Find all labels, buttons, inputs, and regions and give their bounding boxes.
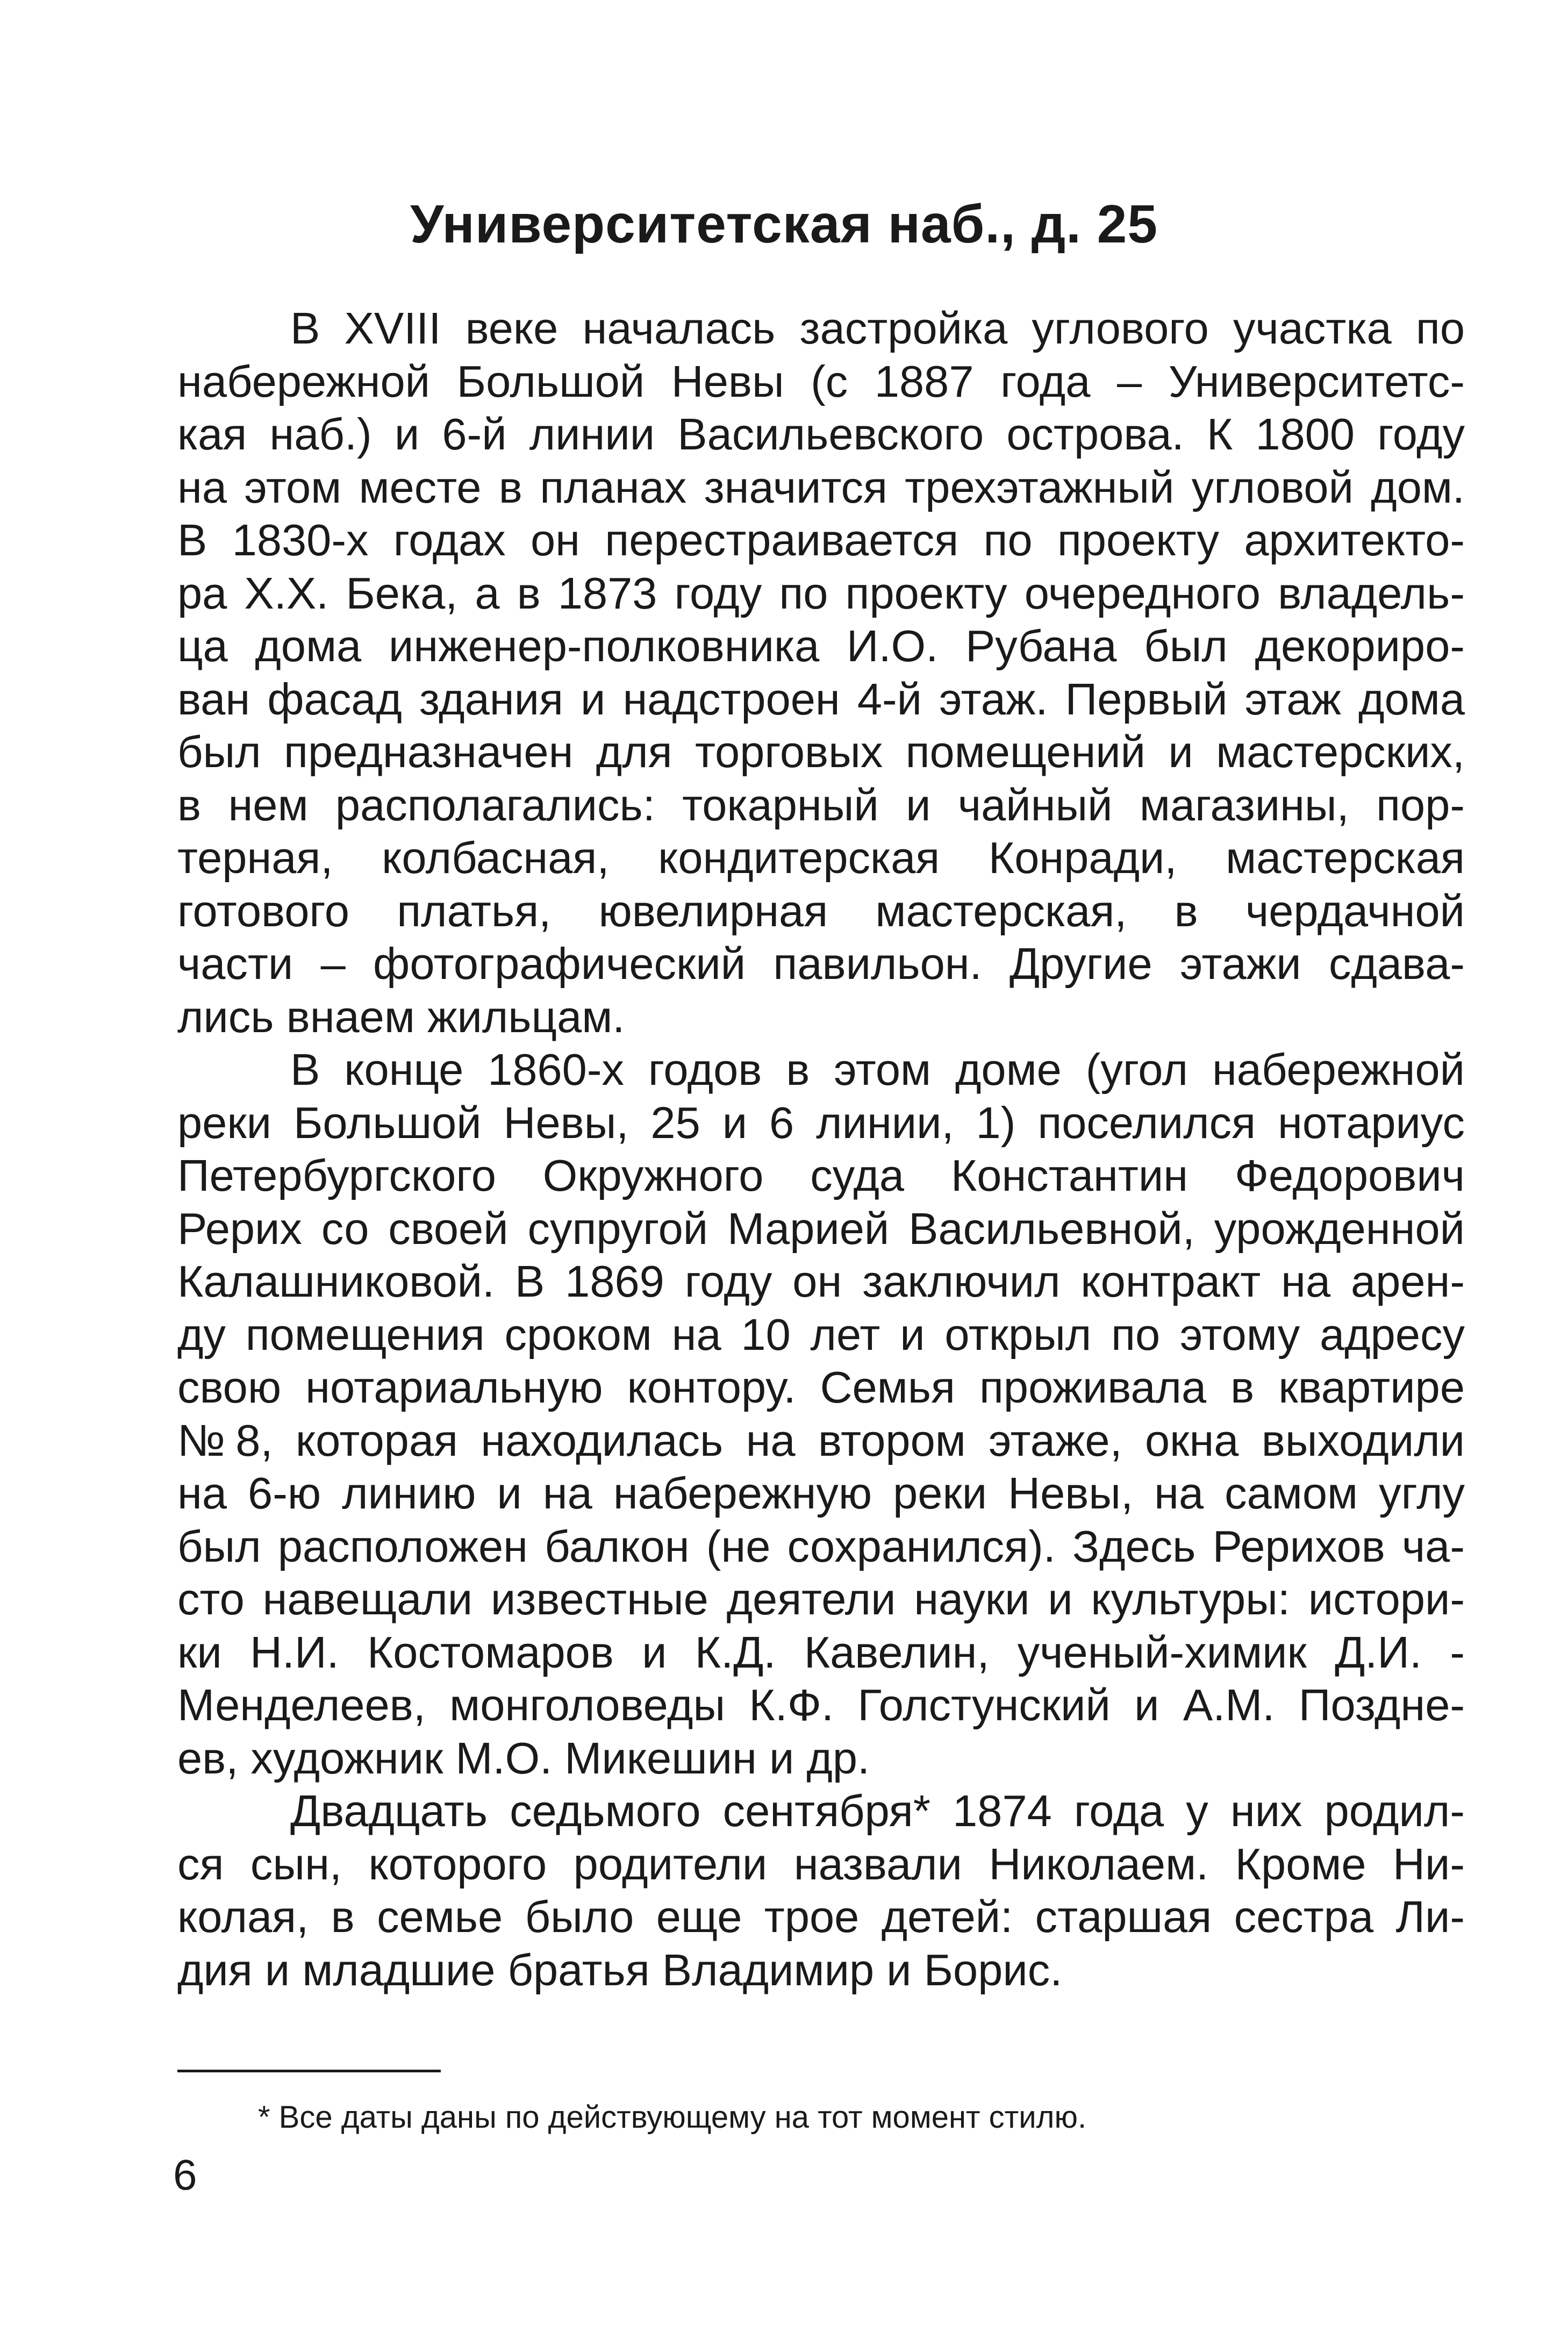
text-line: №8, которая находилась на втором этаже, окна выходили (177, 1415, 1465, 1465)
text-line: набережной Большой Невы (с 1887 года – Университетс- (177, 356, 1465, 406)
footnote-divider (177, 2070, 441, 2072)
paragraph-1 (177, 302, 1465, 1043)
page-number: 6 (173, 2151, 197, 2199)
text-line: Рерих со своей супругой Марией Васильевной, урожденной (177, 1203, 1465, 1254)
text-line: был расположен балкон (не сохранился). Здесь Рерихов ча- (177, 1521, 1465, 1571)
text-line: на этом месте в планах значится трехэтажный угловой дом. (177, 462, 1465, 512)
text-line: сто навещали известные деятели науки и культуры: истори- (177, 1574, 1465, 1624)
text-line: кая наб.) и 6-й линии Васильевского острова. К 1800 году (177, 409, 1465, 459)
text-line: колая, в семье было еще трое детей: старшая сестра Ли- (177, 1892, 1465, 1942)
text-line: реки Большой Невы, 25 и 6 линии, 1) поселился нотариус (177, 1097, 1465, 1148)
text-line: Калашниковой. В 1869 году он заключил контракт на арен- (177, 1256, 1465, 1306)
text-line: был предназначен для торговых помещений и мастерских, (177, 727, 1465, 777)
text-line: лись внаем жильцам. (177, 991, 625, 1042)
text-line: ев, художник М.О. Микешин и др. (177, 1733, 870, 1783)
body-text (177, 302, 1465, 1997)
text-line: готового платья, ювелирная мастерская, в чердачной (177, 885, 1465, 936)
text-line: ду помещения сроком на 10 лет и открыл по этому адресу (177, 1309, 1465, 1360)
text-line: свою нотариальную контору. Семья проживала в квартире (177, 1362, 1465, 1412)
footnote: * Все даты даны по действующему на тот момент стилю. (258, 2100, 1087, 2135)
text-line: Двадцать седьмого сентября* 1874 года у них родил- (290, 1786, 1465, 1836)
text-line: дия и младшие братья Владимир и Борис. (177, 1944, 1063, 1995)
text-line: В XVIII веке началась застройка углового участка по (290, 303, 1465, 353)
text-line: В конце 1860-х годов в этом доме (угол набережной (290, 1045, 1465, 1095)
text-line: ван фасад здания и надстроен 4-й этаж. Первый этаж дома (177, 674, 1465, 724)
page-heading: Университетская наб., д. 25 (410, 194, 1158, 254)
text-line: в нем располагались: токарный и чайный магазины, пор- (177, 779, 1465, 830)
text-line: части – фотографический павильон. Другие этажи сдава- (177, 939, 1465, 989)
paragraph-2 (177, 1043, 1465, 1785)
text-line: на 6-ю линию и на набережную реки Невы, на самом углу (177, 1468, 1465, 1518)
text-line: Петербургского Окружного суда Константин Федорович (177, 1150, 1465, 1200)
text-line: ра Х.Х. Бека, а в 1873 году по проекту очередного владель- (177, 568, 1465, 618)
text-line: ся сын, которого родители назвали Николаем. Кроме Ни- (177, 1839, 1465, 1889)
text-line: В 1830-х годах он перестраивается по проекту архитекто- (177, 515, 1465, 565)
text-line: ца дома инженер-полковника И.О. Рубана был декориро- (177, 621, 1465, 671)
text-line: Менделеев, монголоведы К.Ф. Голстунский и А.М. Поздне- (177, 1680, 1465, 1730)
text-line: терная, колбасная, кондитерская Конради, мастерская (177, 833, 1465, 883)
paragraph-3 (177, 1785, 1465, 1997)
text-line: ки Н.И. Костомаров и К.Д. Кавелин, ученый-химик Д.И. - (177, 1627, 1465, 1677)
